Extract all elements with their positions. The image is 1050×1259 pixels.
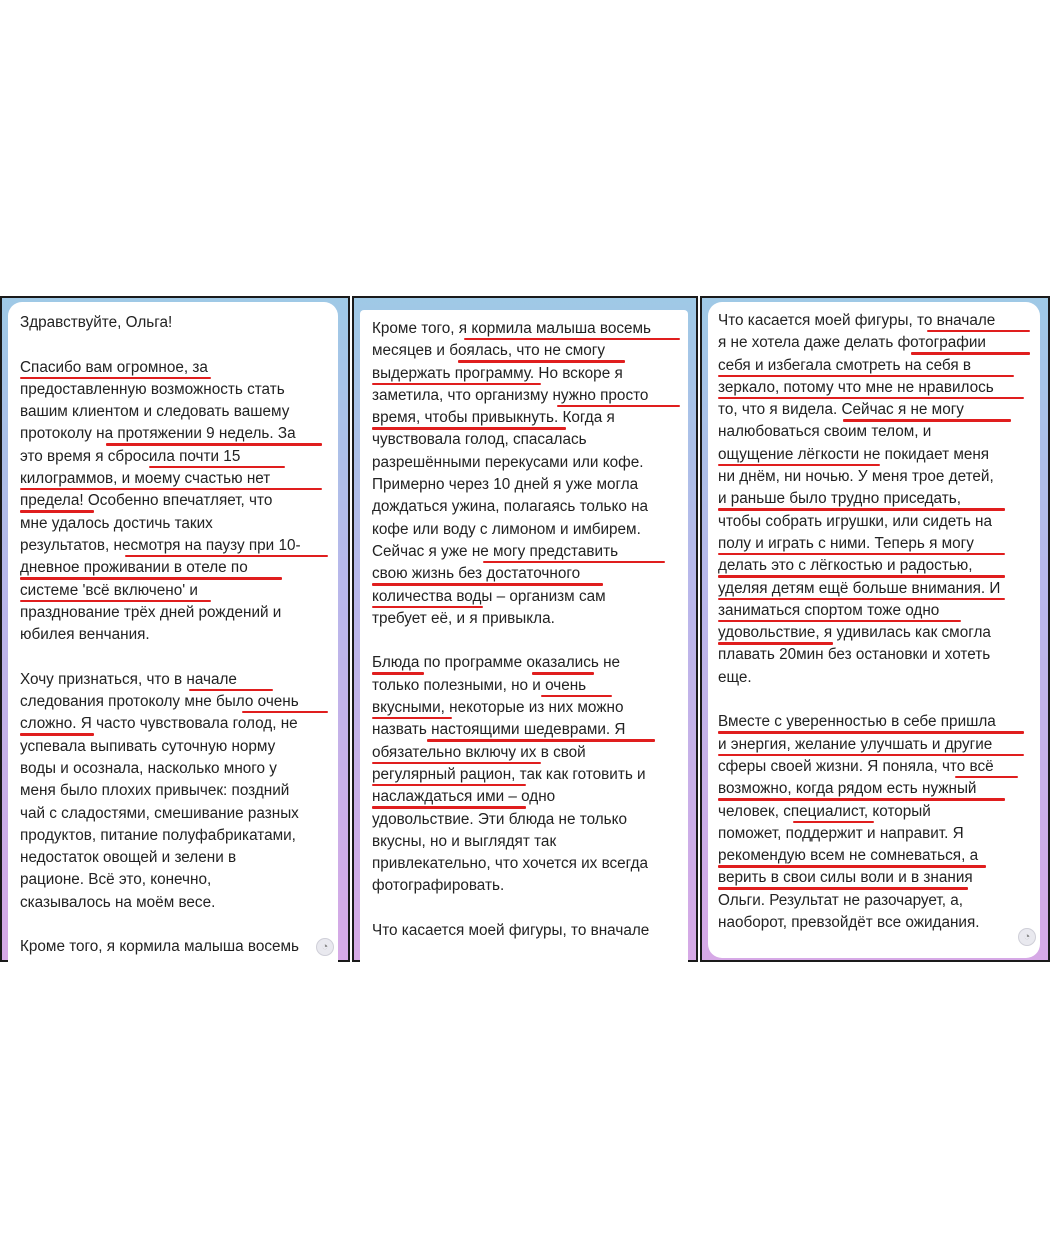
text-line: воды и осознала, насколько много у <box>20 759 277 777</box>
text-line: это время я сбросила почти 15 <box>20 446 328 468</box>
text-line: плавать 20мин без остановки и хотеть <box>718 646 991 664</box>
text-line: назвать настоящими шедеврами. Я <box>372 719 680 741</box>
text-line: продуктов, питание полуфабрикатами, <box>20 826 296 844</box>
text-line: Кроме того, я кормила малыша восемь <box>20 938 300 956</box>
text-line: следования протоколу мне было очень <box>20 691 328 713</box>
text-line: дождаться ужина, полагаясь только на <box>372 498 649 516</box>
message-bubble <box>708 302 1040 958</box>
text-line: Ольги. Результат не разочарует, а, <box>718 891 963 909</box>
screenshot-panel-3 <box>700 296 1050 962</box>
paragraph-gap <box>372 898 680 920</box>
text-line: поможет, поддержит и направит. Я <box>718 824 964 842</box>
text-line: недостаток овощей и зелени в <box>20 849 237 867</box>
text-line: ни днём, ни ночью. У меня трое детей, <box>718 468 994 486</box>
text-line: зеркало, потому что мне не нравилось <box>718 377 1030 399</box>
text-line: юбилея венчания. <box>20 626 150 644</box>
text-line: свою жизнь без достаточного <box>372 563 680 585</box>
text-line: результатов, несмотря на паузу при 10- <box>20 535 328 557</box>
message-text <box>372 318 680 942</box>
text-line: меня было плохих привычек: поздний <box>20 782 290 800</box>
text-line: месяцев и боялась, что не смогу <box>372 340 680 362</box>
text-line: вкусны, но и выглядят так <box>372 832 557 850</box>
text-line: чай с сладостями, смешивание разных <box>20 804 299 822</box>
text-line: разрешёнными перекусами или кофе. <box>372 453 644 471</box>
text-line: налюбоваться своим телом, и <box>718 423 932 441</box>
paragraph-gap <box>718 689 1030 711</box>
paragraph-gap <box>20 646 328 668</box>
text-line: предела! Особенно впечатляет, что <box>20 490 328 512</box>
text-line: заниматься спортом тоже одно <box>718 600 1030 622</box>
message-bubble <box>8 302 338 962</box>
text-line: регулярный рацион, так как готовить и <box>372 764 680 786</box>
text-line: требует её, и я привыкла. <box>372 609 555 627</box>
text-line: кофе или воду с лимоном и имбирем. <box>372 520 641 538</box>
screenshot-panel-2 <box>352 296 698 962</box>
text-line: успевала выпивать суточную норму <box>20 737 276 755</box>
text-line: ощущение лёгкости не покидает меня <box>718 444 1030 466</box>
text-line: Кроме того, я кормила малыша восемь <box>372 318 680 340</box>
text-line: рационе. Всё это, конечно, <box>20 871 212 889</box>
text-line: количества воды – организм сам <box>372 586 680 608</box>
text-line: уделяя детям ещё больше внимания. И <box>718 578 1030 600</box>
screenshot-panel-1 <box>0 296 350 962</box>
text-line: возможно, когда рядом есть нужный <box>718 778 1030 800</box>
text-line: выдержать программу. Но вскоре я <box>372 363 680 385</box>
text-line: Хочу признаться, что в начале <box>20 669 328 691</box>
paragraph-gap <box>20 334 328 356</box>
text-line: полу и играть с ними. Теперь я могу <box>718 533 1030 555</box>
reaction-icon[interactable]: ◔ <box>316 938 334 956</box>
text-line: протоколу на протяжении 9 недель. За <box>20 423 328 445</box>
text-line: Блюда по программе оказались не <box>372 652 680 674</box>
text-line: удовольствие. Эти блюда не только <box>372 810 628 828</box>
text-line: Спасибо вам огромное, за <box>20 357 328 379</box>
text-line: вашим клиентом и следовать вашему <box>20 403 290 421</box>
text-line: заметила, что организму нужно просто <box>372 385 680 407</box>
text-line: Примерно через 10 дней я уже могла <box>372 476 639 494</box>
text-line: обязательно включу их в свой <box>372 742 680 764</box>
text-line: делать это с лёгкостью и радостью, <box>718 555 1030 577</box>
text-line: Что касается моей фигуры, то вначале <box>718 310 1030 332</box>
text-line: наслаждаться ими – одно <box>372 786 680 808</box>
text-line: то, что я видела. Сейчас я не могу <box>718 399 1030 421</box>
text-line: я не хотела даже делать фотографии <box>718 332 1030 354</box>
text-line: килограммов, и моему счастью нет <box>20 468 328 490</box>
text-line: еще. <box>718 668 752 686</box>
message-bubble <box>360 310 688 962</box>
message-text <box>20 312 328 959</box>
text-line: человек, специалист, который <box>718 801 1030 823</box>
text-line: верить в свои силы воли и в знания <box>718 867 1030 889</box>
text-line: системе 'всё включено' и <box>20 580 328 602</box>
text-line: сферы своей жизни. Я поняла, что всё <box>718 756 1030 778</box>
text-line: фотографировать. <box>372 877 505 895</box>
text-line: Здравствуйте, Ольга! <box>20 314 173 331</box>
text-line: и энергия, желание улучшать и другие <box>718 734 1030 756</box>
paragraph-gap <box>20 914 328 936</box>
text-line: предоставленную возможность стать <box>20 380 285 398</box>
text-line: дневное проживании в отеле по <box>20 557 328 579</box>
text-line: рекомендую всем не сомневаться, а <box>718 845 1030 867</box>
text-line: время, чтобы привыкнуть. Когда я <box>372 407 680 429</box>
text-line: и раньше было трудно приседать, <box>718 488 1030 510</box>
text-line: привлекательно, что хочется их всегда <box>372 855 649 873</box>
text-line: сказывалось на моём весе. <box>20 893 216 911</box>
text-line: мне удалось достичь таких <box>20 514 213 532</box>
text-line: вкусными, некоторые из них можно <box>372 697 680 719</box>
reaction-icon[interactable]: ◔ <box>1018 928 1036 946</box>
text-line: удовольствие, я удивилась как смогла <box>718 622 1030 644</box>
text-line: сложно. Я часто чувствовала голод, не <box>20 713 328 735</box>
paragraph-gap <box>372 630 680 652</box>
text-line: чтобы собрать игрушки, или сидеть на <box>718 512 992 530</box>
text-line: празднование трёх дней рождений и <box>20 603 282 621</box>
text-line: Вместе с уверенностью в себе пришла <box>718 711 1030 733</box>
text-line: себя и избегала смотреть на себя в <box>718 355 1030 377</box>
text-line: Сейчас я уже не могу представить <box>372 541 680 563</box>
text-line: Что касается моей фигуры, то вначале <box>372 922 650 940</box>
message-text <box>718 310 1030 934</box>
text-line: наоборот, превзойдёт все ожидания. <box>718 914 980 932</box>
text-line: только полезными, но и очень <box>372 675 680 697</box>
text-line: чувствовала голод, спасалась <box>372 431 587 449</box>
